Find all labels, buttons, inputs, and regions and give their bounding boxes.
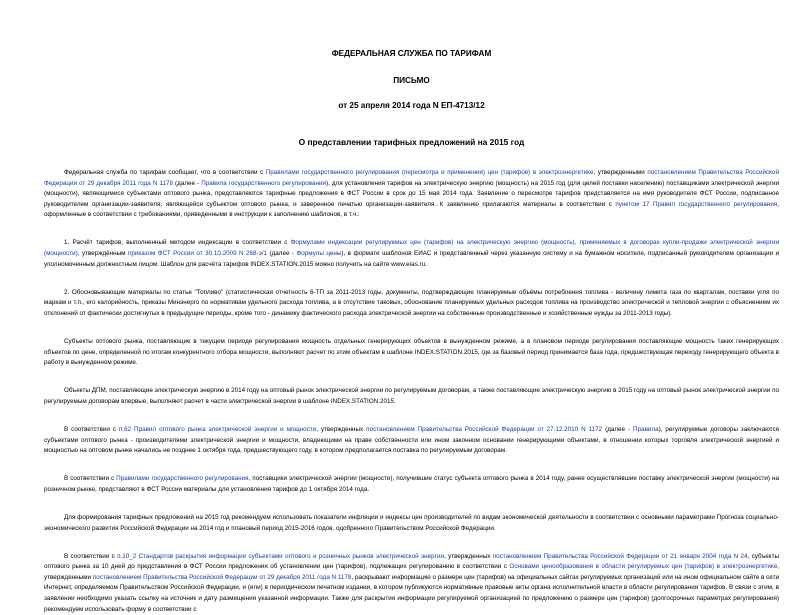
- paragraph-4: [44, 337, 779, 369]
- legal-reference-link[interactable]: Формулами индексации регулируемых цен (тарифов) на электрическую энергию (мощность), применяемых в договорах купли-продажи электрической энергии (мощности): [44, 239, 779, 258]
- paragraph-text: Субъекты оптового рынка, поставляющие в текущем периоде регулирования мощность отдельных генерирующих объектов в вынужденном режиме, а в плановом периоде регулирования поставляющие мощность таких генерирующих объектов по цене, определенной по итогам конкурентного отбора мощности, выполняют расчет по этим объектам в шаблоне INDEX.STATION.2015, где за базовый период принимается база года, предшествующая переходу генерирующего объекта в работу в вынужденном режиме.: [44, 338, 779, 367]
- document-type-heading: ПИСЬМО: [393, 76, 430, 85]
- legal-reference-link[interactable]: Основами ценообразования в области регулируемых цен (тарифов) в электроэнергетике: [509, 563, 778, 571]
- paragraph-text: , утвержденных: [316, 426, 367, 433]
- paragraph-text: , субъекты оптового рынка за 10 дней до представления в ФСТ России предложения об установлении цен (тарифов), подлежащих регулированию в соответствии с: [44, 552, 780, 571]
- paragraph-text: В соответствии с: [64, 552, 118, 560]
- paragraph-3: [44, 288, 779, 320]
- legal-reference-link[interactable]: постановлением Правительства Российской Федерации от 29 декабря 2011 года N 1178: [92, 573, 352, 581]
- paragraph-text: (далее -: [173, 179, 202, 187]
- paragraph-text: , утвержденными: [593, 169, 648, 176]
- paragraph-text: , утвержденных: [443, 552, 493, 560]
- paragraph-text: , утверждённым: [77, 250, 128, 258]
- paragraph-text: Объекты ДПМ, поставляющие электрическую энергию в 2014 году на оптовый рынок электрической энергии по регулируемым договорам, а также поставляющие электрическую энергию в 2015 году на оптовый рынок электрической энергии по регулируемым договорам впервые, выполняют расчет в части электрической энергии в шаблоне INDEX.STATION.2015.: [44, 387, 779, 405]
- paragraph-8: [44, 513, 779, 534]
- legal-reference-link[interactable]: п.62 Правил оптового рынка электрической энергии и мощности: [118, 426, 317, 433]
- legal-reference-link[interactable]: Правилами государственного регулирования: [116, 475, 249, 483]
- paragraph-text: ), регулируемые договоры заключаются субъектами оптового рынка - производителями электрической энергии и мощности, владеющими на праве собственности или ином законном основании генерирующими объектами, в отношении которых торговля электрической энергией и мощностью на оптовом рынке начались не позднее 1 октября года, предшествующего году, в котором предполагается поставка по регулируемым договорам.: [44, 426, 780, 455]
- paragraph-text: Для формирования тарифных предложений на 2015 год рекомендуем использовать показатели инфляции и индексы цен производителей по видам экономической деятельности в соответствии с основными параметрами Прогноза социально-экономического развития Российской Федерации на 2014 год и плановый период 2015-2016 годов, одобренного Правительством Российской Федерации.: [44, 513, 779, 532]
- paragraph-text: , раскрывают информацию о размере цен (тарифов) на официальных сайтах регулируемых организаций или на ином официальном сайте в сети Интернет, определяемом Правительством Российской Федерации, и (или) в периодическом печатном издании, в котором публикуются нормативные правовые акты органа исполнительной власти в области регулирования тарифов. В связи с этим, в заявлении необходимо указать ссылку на источник и дату размещения указанной информации. Также для раскрытия информации регулируемой организацией по предложению о размере цен (тарифов) (долгосрочных параметрах регулирования) рекомендуем использовать форму в соответствии с: [44, 573, 779, 613]
- paragraph-text: , оформленные в соответствии с требованиями, приведенными в инструкции к заполнению шаблонов, в т.ч.:: [44, 200, 779, 219]
- legal-reference-link[interactable]: пунктом 17 Правил государственного регулирования: [615, 200, 778, 208]
- legal-reference-link[interactable]: постановлением Правительства Российской Федерации от 21 января 2004 года N 24: [492, 552, 748, 560]
- paragraph-6: [44, 425, 779, 457]
- paragraph-7: [44, 474, 779, 495]
- paragraph-text: 1. Расчёт тарифов, выполненный методом индексации в соответствии с: [64, 239, 291, 247]
- legal-reference-link[interactable]: Правила государственного регулирования: [201, 179, 326, 187]
- legal-reference-link[interactable]: приказом ФСТ России от 30.10.2009 N 268-э/1: [127, 250, 268, 258]
- legal-reference-link[interactable]: Правилами государственного регулирования (пересмотра и применения) цен (тарифов) в электроэнергетике: [265, 169, 594, 176]
- paragraph-9: [44, 552, 779, 615]
- paragraph-text: , утвержденными: [44, 563, 780, 581]
- paragraph-text: 2. Обосновывающие материалы по статье "Топливо" (статистическая отчетность 6-ТП за 2011-2013 годы, документы, подтверждающие планируемые объёмы потребления топлива - величину лимита газа по кварталам, поставки угля по маркам и т.п., его калорийность, приказы Минэнерго по нормативам удельного расхода топлива, а в отсутствие таковых, обоснование планируемых удельных расходов топлива на производство электрической и тепловой энергии с объяснением их отклонений от фактически достигнутых в предыдущие периоды, кроме того - динамику фактического расхода электрической энергии на собственные производственные и хозяйственные нужды за 2011-2013 годы).: [44, 288, 779, 317]
- paragraph-text: ), для установления тарифов на электрическую энергию (мощность) на 2015 год (для целей поставки населению) поставщиками электрической энергии (мощности), являющимися субъектами оптового рынка, представляются тарифные предложения в ФСТ России в срок до 15 мая 2014 года. Заявление о пересмотре тарифов представляется на имя руководителя ФСТ России, подписанное руководителем организации-заявителя, являющейся субъектом оптового рынка, и заверенное печатью организации-заявителя. К заявлению прилагаются материалы в соответствии с: [44, 179, 779, 208]
- legal-reference-link[interactable]: Формулы цены: [296, 250, 342, 258]
- document-title: О представлении тарифных предложений на 2015 год: [298, 137, 525, 147]
- paragraph-text: В соответствии с: [64, 475, 117, 483]
- paragraph-2: [44, 238, 779, 270]
- date-number-heading: от 25 апреля 2014 года N ЕП-4713/12: [338, 101, 485, 110]
- paragraph-text: В соответствии с: [64, 426, 119, 433]
- paragraph-text: (далее -: [267, 250, 297, 258]
- agency-heading: ФЕДЕРАЛЬНАЯ СЛУЖБА ПО ТАРИФАМ: [331, 49, 492, 58]
- legal-reference-link[interactable]: постановлением Правительства Российской Федерации от 27.12.2010 N 1172: [366, 426, 603, 433]
- paragraph-text: , поставщики электрической энергии (мощности), получившие статус субъекта оптового рынка в 2014 году, ранее осуществлявшие поставку электрической энергии (мощности) на розничном рынке, представляют в ФСТ России материалы для установления тарифов до 1 октября 2014 года.: [44, 475, 779, 493]
- paragraph-text: ), в формате шаблонов ЕИАС и представленный через указанную систему и на бумажном носителе, подписанный руководителем организации и уполномоченным должностным лицом. Шаблон для расчёта тарифов INDEX.STATION.2015 можно получить на сайте www.eias.ru.: [44, 250, 779, 268]
- paragraph-5: [44, 386, 779, 407]
- legal-reference-link[interactable]: п.10_2 Стандартов раскрытия информации субъектами оптового и розничных рынков электрической энергии: [117, 552, 444, 560]
- paragraph-text: (далее -: [602, 426, 634, 433]
- paragraph-text: Федеральная служба по тарифам сообщает, что в соответствии с: [64, 169, 266, 176]
- legal-reference-link[interactable]: постановлением Правительства Российской Федерации от 29 декабря 2011 года N 1178: [44, 169, 779, 187]
- document-body: [44, 168, 779, 615]
- paragraph-1: [44, 168, 779, 221]
- legal-reference-link[interactable]: Правила: [633, 426, 659, 433]
